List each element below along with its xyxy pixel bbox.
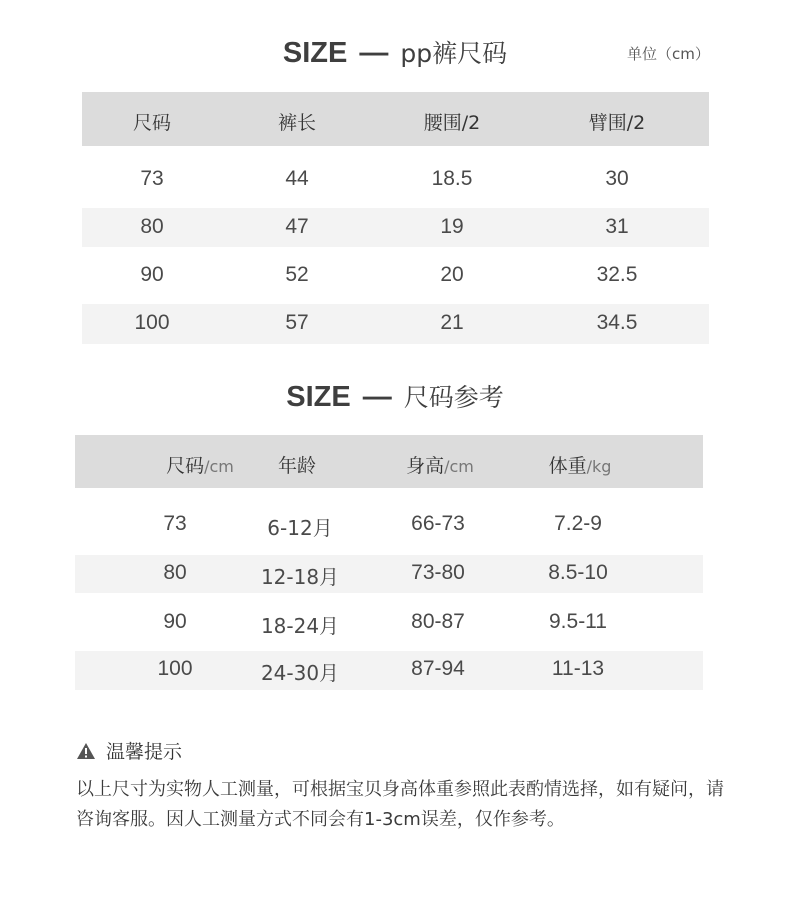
cell-arm: 30 xyxy=(605,167,629,190)
cell-age: 18-24月 xyxy=(260,614,340,638)
cell-height: 66-73 xyxy=(411,512,465,535)
pants-size-table xyxy=(82,92,709,344)
header-arm: 臂围/2 xyxy=(588,112,646,134)
table-header-row xyxy=(82,92,709,146)
header-label: 尺码 xyxy=(166,455,205,477)
cell-waist: 21 xyxy=(440,311,464,334)
cell-age: 6-12月 xyxy=(267,516,333,540)
table-row xyxy=(82,304,709,344)
size-reference-table xyxy=(75,435,703,690)
cell-size: 73 xyxy=(163,512,187,535)
title-dash: — xyxy=(362,381,392,413)
cell-waist: 20 xyxy=(440,263,464,286)
cell-weight: 7.2-9 xyxy=(554,512,602,535)
cell-arm: 31 xyxy=(605,215,629,238)
cell-size: 80 xyxy=(163,561,187,584)
header-height xyxy=(375,451,505,478)
header-size: 尺码 xyxy=(132,112,171,134)
title-dash: — xyxy=(359,37,389,69)
table-row xyxy=(75,651,703,690)
header-label: 身高 xyxy=(406,455,445,477)
table-row xyxy=(82,208,709,247)
cell-weight: 9.5-11 xyxy=(549,610,607,633)
table-row xyxy=(75,593,703,651)
table-row xyxy=(82,247,709,304)
header-unit: /cm xyxy=(204,457,234,476)
table-row xyxy=(75,488,703,555)
title-size-text: SIZE xyxy=(286,381,351,413)
header-length: 裤长 xyxy=(277,112,316,134)
cell-size: 100 xyxy=(134,311,170,334)
cell-length: 57 xyxy=(285,311,309,334)
cell-waist: 19 xyxy=(440,215,464,238)
header-label: 年龄 xyxy=(277,455,316,477)
cell-weight: 8.5-10 xyxy=(548,561,608,584)
reference-size-title xyxy=(0,378,790,414)
notice-title: 温馨提示 xyxy=(106,741,183,763)
cell-length: 47 xyxy=(285,215,309,238)
cell-arm: 32.5 xyxy=(596,263,638,286)
title-chinese: pp裤尺码 xyxy=(400,39,508,68)
cell-size: 73 xyxy=(140,167,164,190)
cell-size: 90 xyxy=(140,263,164,286)
cell-height: 87-94 xyxy=(411,657,465,680)
title-chinese: 尺码参考 xyxy=(403,383,504,412)
cell-age: 12-18月 xyxy=(260,565,340,589)
cell-size: 90 xyxy=(163,610,187,633)
table-row xyxy=(82,146,709,208)
cell-size: 80 xyxy=(140,215,164,238)
cell-waist: 18.5 xyxy=(431,167,473,190)
title-size-text: SIZE xyxy=(282,37,348,69)
header-waist: 腰围/2 xyxy=(423,112,481,134)
header-label: 体重 xyxy=(548,455,587,477)
cell-arm: 34.5 xyxy=(596,311,638,334)
cell-size: 100 xyxy=(157,657,193,680)
cell-weight: 11-13 xyxy=(551,657,605,680)
unit-label: 单位（cm） xyxy=(627,45,710,63)
notice-heading xyxy=(76,737,182,764)
table-row xyxy=(75,555,703,593)
notice-text: 以上尺寸为实物人工测量，可根据宝贝身高体重参照此表酌情选择，如有疑问，请咨询客服。因人工测量方式不同会有1-3cm误差，仅作参考。 xyxy=(76,779,724,830)
cell-age: 24-30月 xyxy=(260,661,340,685)
table-header-row xyxy=(75,435,703,488)
cell-length: 44 xyxy=(285,167,309,190)
header-unit: /cm xyxy=(444,457,474,476)
header-weight xyxy=(515,451,645,478)
header-unit: /kg xyxy=(586,457,612,476)
cell-length: 52 xyxy=(285,263,309,286)
header-age xyxy=(247,451,347,478)
warning-icon xyxy=(76,742,96,760)
cell-height: 73-80 xyxy=(411,561,465,584)
cell-height: 80-87 xyxy=(411,610,465,633)
